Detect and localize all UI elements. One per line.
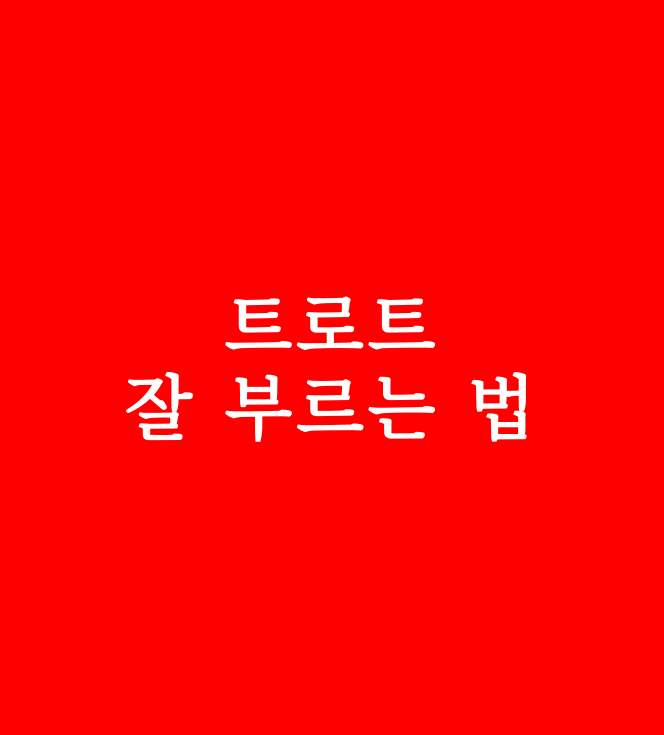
title-line-2: 잘 부르는 법 (124, 368, 540, 450)
title-block (0, 286, 664, 450)
title-line-1: 트로트 (224, 286, 440, 368)
